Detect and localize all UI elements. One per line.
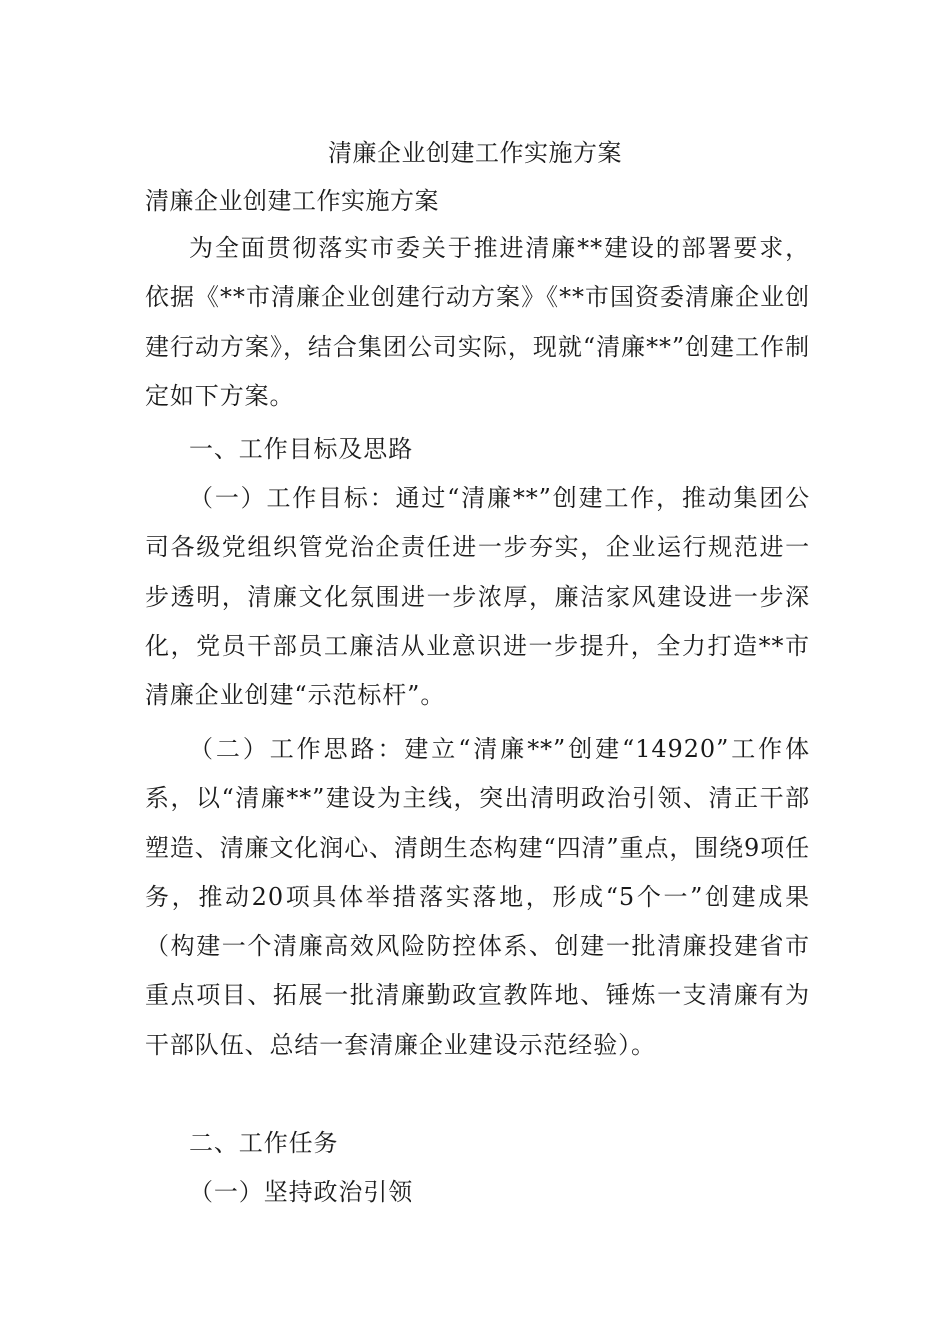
document-subtitle: 清廉企业创建工作实施方案 <box>145 187 439 215</box>
intro-paragraph: 为全面贯彻落实市委关于推进清廉**建设的部署要求，依据《**市清廉企业创建行动方案》《**市国资委清廉企业创建行动方案》，结合集团公司实际，现就“清廉**”创建工作制定如下方案。 <box>145 234 810 410</box>
goal-paragraph: （一）工作目标：通过“清廉**”创建工作，推动集团公司各级党组织管党治企责任进一步夯实，企业运行规范进一步透明，清廉文化氛围进一步浓厚，廉洁家风建设进一步深化，党员干部员工廉洁从业意识进一步提升，全力打造**市清廉企业创建“示范标杆”。 <box>145 484 810 710</box>
section-heading-tasks: 二、工作任务 <box>189 1129 339 1157</box>
subsection-heading-political: （一）坚持政治引领 <box>189 1178 414 1206</box>
document-title: 清廉企业创建工作实施方案 <box>328 139 622 167</box>
section-heading-goals: 一、工作目标及思路 <box>189 435 414 463</box>
approach-paragraph: （二）工作思路：建立“清廉**”创建“14920”工作体系，以“清廉**”建设为主线，突出清明政治引领、清正干部塑造、清廉文化润心、清朗生态构建“四清”重点，围绕9项任务，推动20项具体举措落实落地，形成“5个一”创建成果（构建一个清廉高效风险防控体系、创建一批清廉投建省市重点项目、拓展一批清廉勤政宣教阵地、锤炼一支清廉有为干部队伍、总结一套清廉企业建设示范经验）。 <box>145 735 811 1059</box>
